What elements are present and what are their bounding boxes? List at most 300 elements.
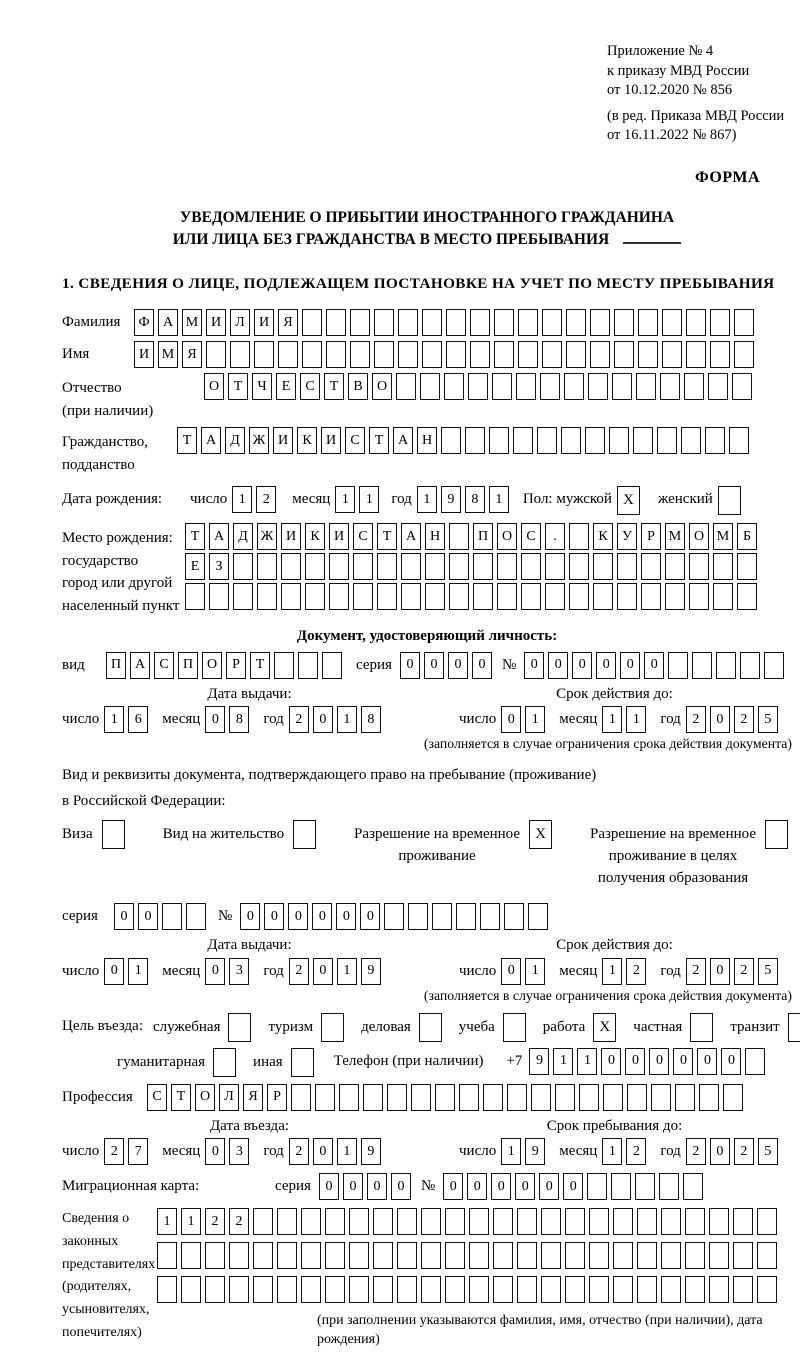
char-box-filled[interactable]: 2 — [734, 958, 754, 985]
char-box-filled[interactable]: М — [158, 341, 178, 368]
char-box-empty[interactable] — [733, 1276, 753, 1303]
char-box-empty[interactable] — [325, 1276, 345, 1303]
char-box-empty[interactable] — [545, 553, 565, 580]
char-box-filled[interactable]: Т — [250, 652, 270, 679]
char-box-empty[interactable] — [637, 1276, 657, 1303]
char-box-filled[interactable]: 0 — [343, 1173, 363, 1200]
char-box-empty[interactable] — [541, 1208, 561, 1235]
char-box-filled[interactable]: 0 — [443, 1173, 463, 1200]
char-box-empty[interactable] — [257, 553, 277, 580]
char-box-empty[interactable] — [587, 1173, 607, 1200]
char-box-empty[interactable] — [277, 1208, 297, 1235]
char-box-filled[interactable]: 1 — [525, 958, 545, 985]
char-box-filled[interactable]: 0 — [367, 1173, 387, 1200]
char-box-filled[interactable]: К — [593, 523, 613, 550]
char-box-filled[interactable]: Ж — [257, 523, 277, 550]
char-box-empty[interactable] — [745, 1048, 765, 1075]
char-box-empty[interactable] — [517, 1242, 537, 1269]
char-box-filled[interactable]: 0 — [360, 903, 380, 930]
char-box-empty[interactable] — [301, 1208, 321, 1235]
char-box-filled[interactable]: О — [372, 373, 392, 400]
char-box-empty[interactable] — [422, 309, 442, 336]
char-box-filled[interactable]: 1 — [417, 486, 437, 513]
char-box-filled[interactable]: 1 — [337, 958, 357, 985]
char-box-filled[interactable]: 2 — [289, 706, 309, 733]
char-box-filled[interactable]: 0 — [601, 1048, 621, 1075]
char-box-empty[interactable] — [421, 1242, 441, 1269]
char-box-empty[interactable] — [504, 903, 524, 930]
char-box-filled[interactable]: Ф — [134, 309, 154, 336]
char-box-empty[interactable] — [398, 309, 418, 336]
char-box-filled[interactable]: Т — [171, 1084, 191, 1111]
char-box-filled[interactable]: 0 — [572, 652, 592, 679]
char-box-filled[interactable]: О — [204, 373, 224, 400]
char-box-empty[interactable] — [636, 373, 656, 400]
char-box-empty[interactable] — [377, 553, 397, 580]
char-box-filled[interactable]: 2 — [686, 958, 706, 985]
char-box-empty[interactable] — [657, 427, 677, 454]
char-box-empty[interactable] — [579, 1084, 599, 1111]
char-box-filled[interactable]: С — [521, 523, 541, 550]
char-box-empty[interactable] — [612, 373, 632, 400]
char-box-filled[interactable]: 0 — [625, 1048, 645, 1075]
char-box-empty[interactable] — [729, 427, 749, 454]
char-box-empty[interactable] — [734, 309, 754, 336]
char-box-empty[interactable] — [737, 553, 757, 580]
char-box-empty[interactable] — [469, 1242, 489, 1269]
char-box-filled[interactable]: Д — [233, 523, 253, 550]
char-box-filled[interactable]: Л — [230, 309, 250, 336]
char-box-filled[interactable]: Р — [641, 523, 661, 550]
char-box-empty[interactable] — [757, 1242, 777, 1269]
char-box-filled[interactable]: П — [178, 652, 198, 679]
char-box-empty[interactable] — [293, 820, 316, 849]
char-box-filled[interactable]: 0 — [539, 1173, 559, 1200]
char-box-empty[interactable] — [401, 553, 421, 580]
char-box-empty[interactable] — [588, 373, 608, 400]
char-box-empty[interactable] — [353, 583, 373, 610]
char-box-filled[interactable]: 0 — [205, 958, 225, 985]
char-box-empty[interactable] — [339, 1084, 359, 1111]
char-box-filled[interactable]: 1 — [602, 706, 622, 733]
char-box-filled[interactable]: X — [529, 820, 552, 849]
char-box-filled[interactable]: 5 — [758, 706, 778, 733]
char-box-filled[interactable]: 2 — [256, 486, 276, 513]
char-box-filled[interactable]: М — [713, 523, 733, 550]
char-box-empty[interactable] — [662, 341, 682, 368]
char-box-empty[interactable] — [492, 373, 512, 400]
char-box-empty[interactable] — [422, 341, 442, 368]
char-box-empty[interactable] — [446, 341, 466, 368]
char-box-filled[interactable]: Я — [243, 1084, 263, 1111]
char-box-filled[interactable]: 0 — [400, 652, 420, 679]
char-box-empty[interactable] — [641, 553, 661, 580]
char-box-empty[interactable] — [517, 1276, 537, 1303]
char-box-filled[interactable]: 1 — [104, 706, 124, 733]
char-box-empty[interactable] — [713, 553, 733, 580]
char-box-empty[interactable] — [617, 553, 637, 580]
char-box-filled[interactable]: 1 — [335, 486, 355, 513]
char-box-filled[interactable]: О — [689, 523, 709, 550]
char-box-filled[interactable]: Я — [182, 341, 202, 368]
char-box-filled[interactable]: Л — [219, 1084, 239, 1111]
char-box-filled[interactable]: 0 — [240, 903, 260, 930]
char-box-empty[interactable] — [446, 309, 466, 336]
char-box-filled[interactable]: П — [473, 523, 493, 550]
char-box-filled[interactable]: 7 — [128, 1138, 148, 1165]
char-box-empty[interactable] — [542, 341, 562, 368]
char-box-empty[interactable] — [157, 1276, 177, 1303]
char-box-empty[interactable] — [689, 553, 709, 580]
char-box-filled[interactable]: 0 — [491, 1173, 511, 1200]
char-box-empty[interactable] — [494, 341, 514, 368]
char-box-empty[interactable] — [277, 1276, 297, 1303]
char-box-empty[interactable] — [185, 583, 205, 610]
char-box-filled[interactable]: 5 — [758, 958, 778, 985]
char-box-empty[interactable] — [470, 309, 490, 336]
char-box-filled[interactable]: 1 — [602, 958, 622, 985]
char-box-empty[interactable] — [692, 652, 712, 679]
char-box-empty[interactable] — [709, 1242, 729, 1269]
char-box-empty[interactable] — [757, 1208, 777, 1235]
char-box-empty[interactable] — [397, 1276, 417, 1303]
char-box-empty[interactable] — [555, 1084, 575, 1111]
char-box-empty[interactable] — [278, 341, 298, 368]
char-box-empty[interactable] — [521, 583, 541, 610]
char-box-filled[interactable]: 2 — [229, 1208, 249, 1235]
char-box-empty[interactable] — [516, 373, 536, 400]
char-box-filled[interactable]: 0 — [710, 958, 730, 985]
char-box-empty[interactable] — [710, 341, 730, 368]
char-box-empty[interactable] — [162, 903, 182, 930]
char-box-filled[interactable]: Б — [737, 523, 757, 550]
char-box-filled[interactable]: А — [401, 523, 421, 550]
char-box-filled[interactable]: А — [158, 309, 178, 336]
char-box-filled[interactable]: 1 — [128, 958, 148, 985]
char-box-empty[interactable] — [638, 341, 658, 368]
char-box-empty[interactable] — [373, 1208, 393, 1235]
char-box-filled[interactable]: 2 — [104, 1138, 124, 1165]
char-box-empty[interactable] — [441, 427, 461, 454]
char-box-empty[interactable] — [186, 903, 206, 930]
char-box-empty[interactable] — [518, 341, 538, 368]
char-box-empty[interactable] — [254, 341, 274, 368]
char-box-filled[interactable]: Р — [267, 1084, 287, 1111]
char-box-empty[interactable] — [627, 1084, 647, 1111]
char-box-filled[interactable]: 0 — [104, 958, 124, 985]
char-box-empty[interactable] — [322, 652, 342, 679]
char-box-filled[interactable]: Н — [417, 427, 437, 454]
char-box-empty[interactable] — [349, 1242, 369, 1269]
char-box-filled[interactable]: 0 — [548, 652, 568, 679]
char-box-empty[interactable] — [384, 903, 404, 930]
char-box-filled[interactable]: 3 — [229, 958, 249, 985]
char-box-empty[interactable] — [603, 1084, 623, 1111]
char-box-filled[interactable]: 0 — [710, 1138, 730, 1165]
char-box-empty[interactable] — [589, 1242, 609, 1269]
char-box-empty[interactable] — [541, 1276, 561, 1303]
char-box-filled[interactable]: 1 — [181, 1208, 201, 1235]
char-box-empty[interactable] — [589, 1208, 609, 1235]
char-box-filled[interactable]: 1 — [553, 1048, 573, 1075]
char-box-empty[interactable] — [315, 1084, 335, 1111]
char-box-empty[interactable] — [566, 341, 586, 368]
char-box-filled[interactable]: 5 — [758, 1138, 778, 1165]
char-box-empty[interactable] — [517, 1208, 537, 1235]
char-box-filled[interactable]: 9 — [529, 1048, 549, 1075]
char-box-empty[interactable] — [157, 1242, 177, 1269]
char-box-empty[interactable] — [713, 583, 733, 610]
char-box-empty[interactable] — [480, 903, 500, 930]
char-box-empty[interactable] — [233, 553, 253, 580]
char-box-empty[interactable] — [349, 1276, 369, 1303]
char-box-filled[interactable]: И — [254, 309, 274, 336]
char-box-empty[interactable] — [298, 652, 318, 679]
char-box-empty[interactable] — [326, 341, 346, 368]
char-box-empty[interactable] — [613, 1208, 633, 1235]
char-box-filled[interactable]: 0 — [114, 903, 134, 930]
char-box-empty[interactable] — [374, 309, 394, 336]
char-box-empty[interactable] — [638, 309, 658, 336]
char-box-empty[interactable] — [685, 1242, 705, 1269]
char-box-empty[interactable] — [470, 341, 490, 368]
char-box-filled[interactable]: 0 — [205, 1138, 225, 1165]
char-box-empty[interactable] — [737, 583, 757, 610]
char-box-empty[interactable] — [528, 903, 548, 930]
char-box-filled[interactable]: О — [195, 1084, 215, 1111]
char-box-filled[interactable]: М — [182, 309, 202, 336]
char-box-empty[interactable] — [716, 652, 736, 679]
char-box-filled[interactable]: Т — [177, 427, 197, 454]
char-box-empty[interactable] — [469, 1276, 489, 1303]
char-box-empty[interactable] — [445, 1242, 465, 1269]
char-box-empty[interactable] — [662, 309, 682, 336]
char-box-empty[interactable] — [449, 583, 469, 610]
char-box-empty[interactable] — [274, 652, 294, 679]
char-box-empty[interactable] — [659, 1173, 679, 1200]
char-box-filled[interactable]: К — [305, 523, 325, 550]
char-box-empty[interactable] — [764, 652, 784, 679]
char-box-filled[interactable]: 0 — [391, 1173, 411, 1200]
char-box-empty[interactable] — [468, 373, 488, 400]
char-box-filled[interactable]: 2 — [626, 1138, 646, 1165]
char-box-empty[interactable] — [732, 373, 752, 400]
char-box-filled[interactable]: 0 — [649, 1048, 669, 1075]
char-box-empty[interactable] — [617, 583, 637, 610]
char-box-filled[interactable]: С — [345, 427, 365, 454]
char-box-empty[interactable] — [350, 309, 370, 336]
char-box-empty[interactable] — [661, 1276, 681, 1303]
char-box-filled[interactable]: А — [201, 427, 221, 454]
char-box-empty[interactable] — [325, 1208, 345, 1235]
char-box-empty[interactable] — [709, 1276, 729, 1303]
char-box-empty[interactable] — [788, 1013, 800, 1042]
char-box-filled[interactable]: 0 — [312, 903, 332, 930]
char-box-filled[interactable]: Д — [225, 427, 245, 454]
char-box-filled[interactable]: 2 — [289, 958, 309, 985]
char-box-filled[interactable]: 0 — [524, 652, 544, 679]
char-box-empty[interactable] — [564, 373, 584, 400]
char-box-empty[interactable] — [540, 373, 560, 400]
char-box-filled[interactable]: 0 — [563, 1173, 583, 1200]
char-box-empty[interactable] — [233, 583, 253, 610]
char-box-empty[interactable] — [665, 553, 685, 580]
char-box-empty[interactable] — [541, 1242, 561, 1269]
char-box-filled[interactable]: М — [665, 523, 685, 550]
char-box-empty[interactable] — [661, 1242, 681, 1269]
char-box-filled[interactable]: Т — [377, 523, 397, 550]
char-box-empty[interactable] — [590, 309, 610, 336]
char-box-filled[interactable]: 0 — [313, 1138, 333, 1165]
char-box-empty[interactable] — [765, 820, 788, 849]
char-box-empty[interactable] — [396, 373, 416, 400]
char-box-empty[interactable] — [685, 1276, 705, 1303]
char-box-filled[interactable]: 2 — [734, 706, 754, 733]
char-box-filled[interactable]: И — [134, 341, 154, 368]
char-box-filled[interactable]: Т — [324, 373, 344, 400]
char-box-filled[interactable]: 6 — [128, 706, 148, 733]
char-box-filled[interactable]: 0 — [673, 1048, 693, 1075]
char-box-empty[interactable] — [321, 1013, 344, 1042]
char-box-empty[interactable] — [432, 903, 452, 930]
char-box-filled[interactable]: 2 — [289, 1138, 309, 1165]
char-box-empty[interactable] — [301, 1276, 321, 1303]
char-box-empty[interactable] — [689, 583, 709, 610]
char-box-empty[interactable] — [229, 1242, 249, 1269]
char-box-empty[interactable] — [421, 1276, 441, 1303]
char-box-empty[interactable] — [593, 553, 613, 580]
char-box-empty[interactable] — [305, 553, 325, 580]
char-box-empty[interactable] — [181, 1242, 201, 1269]
char-box-empty[interactable] — [373, 1242, 393, 1269]
char-box-filled[interactable]: 0 — [448, 652, 468, 679]
char-box-empty[interactable] — [566, 309, 586, 336]
char-box-empty[interactable] — [699, 1084, 719, 1111]
char-box-empty[interactable] — [708, 373, 728, 400]
char-box-filled[interactable]: 2 — [686, 706, 706, 733]
char-box-empty[interactable] — [614, 341, 634, 368]
char-box-empty[interactable] — [206, 341, 226, 368]
char-box-empty[interactable] — [181, 1276, 201, 1303]
char-box-empty[interactable] — [456, 903, 476, 930]
char-box-empty[interactable] — [277, 1242, 297, 1269]
char-box-filled[interactable]: 0 — [721, 1048, 741, 1075]
char-box-filled[interactable]: И — [281, 523, 301, 550]
char-box-filled[interactable]: 0 — [264, 903, 284, 930]
char-box-empty[interactable] — [281, 583, 301, 610]
char-box-filled[interactable]: Р — [226, 652, 246, 679]
char-box-empty[interactable] — [445, 1208, 465, 1235]
char-box-empty[interactable] — [444, 373, 464, 400]
char-box-empty[interactable] — [408, 903, 428, 930]
char-box-filled[interactable]: 0 — [424, 652, 444, 679]
char-box-filled[interactable]: 0 — [596, 652, 616, 679]
char-box-empty[interactable] — [542, 309, 562, 336]
char-box-empty[interactable] — [684, 373, 704, 400]
char-box-empty[interactable] — [589, 1276, 609, 1303]
char-box-empty[interactable] — [685, 1208, 705, 1235]
char-box-filled[interactable]: 9 — [361, 1138, 381, 1165]
char-box-empty[interactable] — [521, 553, 541, 580]
char-box-empty[interactable] — [565, 1242, 585, 1269]
char-box-empty[interactable] — [230, 341, 250, 368]
char-box-filled[interactable]: С — [154, 652, 174, 679]
char-box-empty[interactable] — [493, 1242, 513, 1269]
char-box-filled[interactable]: 0 — [501, 958, 521, 985]
char-box-empty[interactable] — [613, 1242, 633, 1269]
char-box-filled[interactable]: 8 — [465, 486, 485, 513]
char-box-empty[interactable] — [585, 427, 605, 454]
char-box-filled[interactable]: 0 — [710, 706, 730, 733]
char-box-empty[interactable] — [449, 553, 469, 580]
char-box-filled[interactable]: . — [545, 523, 565, 550]
char-box-empty[interactable] — [709, 1208, 729, 1235]
char-box-empty[interactable] — [397, 1208, 417, 1235]
char-box-filled[interactable]: З — [209, 553, 229, 580]
char-box-filled[interactable]: Т — [185, 523, 205, 550]
char-box-empty[interactable] — [686, 309, 706, 336]
char-box-empty[interactable] — [350, 341, 370, 368]
char-box-empty[interactable] — [257, 583, 277, 610]
char-box-empty[interactable] — [373, 1276, 393, 1303]
char-box-empty[interactable] — [497, 583, 517, 610]
char-box-empty[interactable] — [302, 341, 322, 368]
char-box-empty[interactable] — [305, 583, 325, 610]
char-box-empty[interactable] — [411, 1084, 431, 1111]
char-box-filled[interactable]: X — [593, 1013, 616, 1042]
char-box-filled[interactable]: 3 — [229, 1138, 249, 1165]
char-box-filled[interactable]: Н — [425, 523, 445, 550]
char-box-empty[interactable] — [718, 486, 741, 515]
char-box-empty[interactable] — [723, 1084, 743, 1111]
char-box-empty[interactable] — [561, 427, 581, 454]
char-box-empty[interactable] — [733, 1208, 753, 1235]
char-box-empty[interactable] — [513, 427, 533, 454]
char-box-empty[interactable] — [425, 553, 445, 580]
char-box-empty[interactable] — [205, 1242, 225, 1269]
char-box-empty[interactable] — [374, 341, 394, 368]
char-box-empty[interactable] — [740, 652, 760, 679]
char-box-filled[interactable]: 2 — [626, 958, 646, 985]
char-box-empty[interactable] — [531, 1084, 551, 1111]
char-box-empty[interactable] — [565, 1208, 585, 1235]
char-box-empty[interactable] — [435, 1084, 455, 1111]
char-box-filled[interactable]: 1 — [525, 706, 545, 733]
char-box-filled[interactable]: П — [106, 652, 126, 679]
char-box-empty[interactable] — [329, 553, 349, 580]
char-box-empty[interactable] — [401, 583, 421, 610]
char-box-empty[interactable] — [497, 553, 517, 580]
char-box-empty[interactable] — [503, 1013, 526, 1042]
char-box-empty[interactable] — [690, 1013, 713, 1042]
char-box-filled[interactable]: О — [497, 523, 517, 550]
char-box-empty[interactable] — [291, 1084, 311, 1111]
char-box-filled[interactable]: 1 — [501, 1138, 521, 1165]
char-box-empty[interactable] — [734, 341, 754, 368]
char-box-empty[interactable] — [425, 583, 445, 610]
char-box-filled[interactable]: С — [353, 523, 373, 550]
char-box-empty[interactable] — [518, 309, 538, 336]
char-box-filled[interactable]: 0 — [620, 652, 640, 679]
char-box-filled[interactable]: Т — [369, 427, 389, 454]
char-box-filled[interactable]: И — [321, 427, 341, 454]
char-box-empty[interactable] — [253, 1276, 273, 1303]
char-box-empty[interactable] — [686, 341, 706, 368]
char-box-empty[interactable] — [291, 1048, 314, 1077]
char-box-filled[interactable]: 0 — [515, 1173, 535, 1200]
char-box-filled[interactable]: А — [393, 427, 413, 454]
char-box-empty[interactable] — [637, 1242, 657, 1269]
